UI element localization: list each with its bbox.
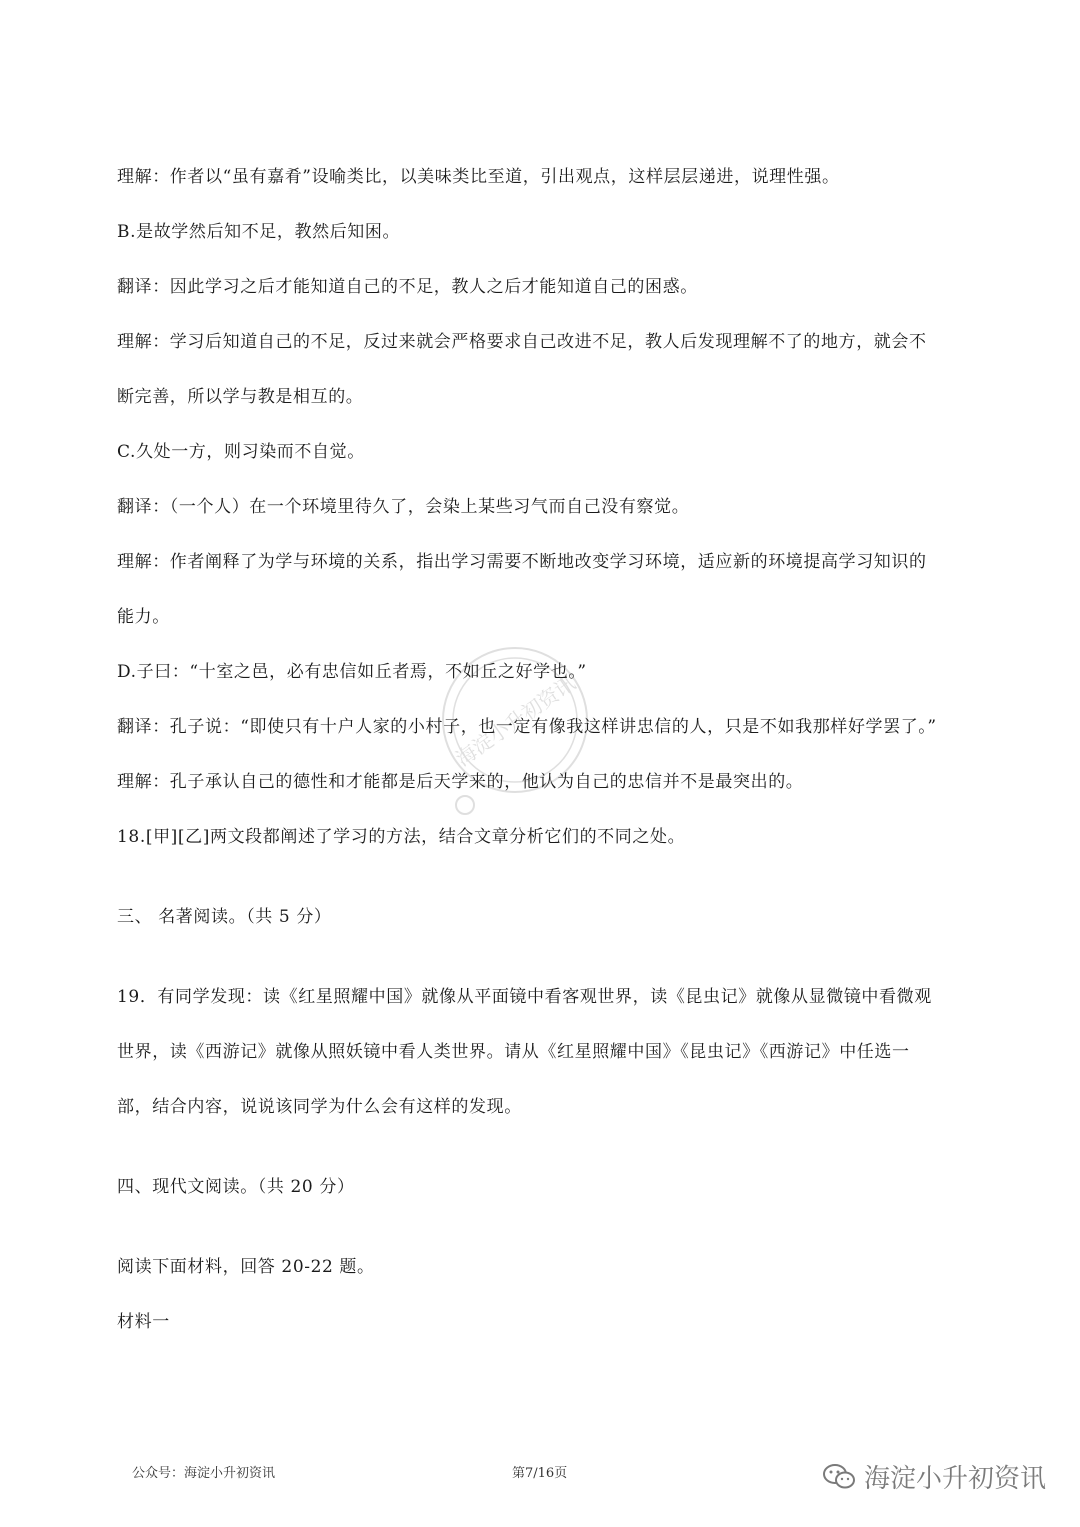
line-16: 部，结合内容，说说该同学为什么会有这样的发现。 [117, 1097, 522, 1117]
line-1: B.是故学然后知不足，教然后知困。 [117, 222, 401, 242]
line-2: 翻译：因此学习之后才能知道自己的不足，教人之后才能知道自己的困惑。 [117, 277, 698, 297]
brand-badge [822, 1458, 1046, 1495]
line-12: 18.[甲][乙]两文段都阐述了学习的方法，结合文章分析它们的不同之处。 [117, 827, 686, 847]
line-4: 断完善，所以学与教是相互的。 [117, 387, 364, 407]
line-5: C.久处一方，则习染而不自觉。 [117, 442, 365, 462]
line-11: 理解：孔子承认自己的德性和才能都是后天学来的，他认为自己的忠信并不是最突出的。 [117, 772, 804, 792]
line-14: 19．有同学发现：读《红星照耀中国》就像从平面镜中看客观世界，读《昆虫记》就像从显微镜中看微观 [117, 987, 932, 1007]
line-18: 阅读下面材料，回答 20-22 题。 [117, 1257, 375, 1277]
wechat-icon [822, 1463, 856, 1491]
line-10: 翻译：孔子说：“即使只有十户人家的小村子，也一定有像我这样讲忠信的人，只是不如我那样好学罢了。” [117, 717, 937, 737]
line-6: 翻译：（一个人）在一个环境里待久了，会染上某些习气而自己没有察觉。 [117, 497, 690, 517]
line-19: 材料一 [117, 1312, 170, 1332]
line-3: 理解：学习后知道自己的不足，反过来就会严格要求自己改进不足，教人后发现理解不了的地方，就会不 [117, 332, 927, 352]
footer-account: 公众号：海淀小升初资讯 [132, 1466, 276, 1481]
brand-name: 海淀小升初资讯 [864, 1464, 1047, 1494]
watermark-text: 海淀小升初资讯 [451, 670, 580, 771]
line-0: 理解：作者以“虽有嘉肴”设喻类比，以美味类比至道，引出观点，这样层层递进，说理性强。 [117, 167, 840, 187]
line-9: D.子曰：“十室之邑，必有忠信如丘者焉，不如丘之好学也。” [117, 662, 587, 682]
section-heading-4: 四、现代文阅读。（共 20 分） [117, 1177, 355, 1197]
line-8: 能力。 [117, 607, 170, 627]
line-15: 世界，读《西游记》就像从照妖镜中看人类世界。请从《红星照耀中国》《昆虫记》《西游记》中任选一 [117, 1042, 910, 1062]
section-heading-3: 三、 名著阅读。（共 5 分） [117, 907, 332, 927]
footer-page-number: 第7/16页 [512, 1466, 568, 1481]
line-7: 理解：作者阐释了为学与环境的关系，指出学习需要不断地改变学习环境，适应新的环境提高学习知识的 [117, 552, 927, 572]
